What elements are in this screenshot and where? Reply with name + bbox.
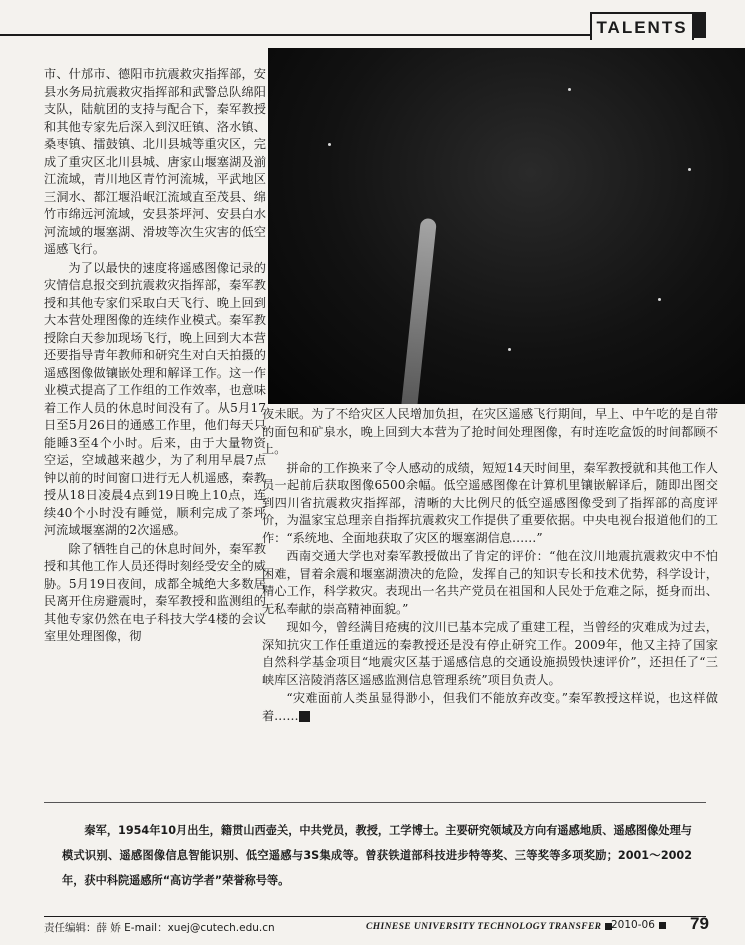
paragraph: 夜未眠。为了不给灾区人民增加负担，在灾区遥感飞行期间，早上、中午吃的是自带的面包和矿泉水，晚上回到大本营为了抢时间处理图像，有时连吃盒饭的时间都顾不上。 bbox=[262, 407, 718, 456]
footer-rule bbox=[44, 916, 706, 917]
section-label: TALENTS bbox=[590, 12, 694, 40]
bio-text: 秦军，1954年10月出生，籍贯山西壶关，中共党员，教授，工学博士。主要研究领域及方向有遥感地质、遥感图像处理与模式识别、遥感图像信息智能识别、低空遥感与3S集成等。曾获铁道部科技进步特等奖、三等奖等多项奖励；2001～2002年，获中科院遥感所“高访学者”荣誉称号等。 bbox=[62, 824, 692, 887]
photo-light-streak bbox=[399, 218, 437, 404]
editor-credit: 责任编辑：薛 娇 E-mail：xuej@cutech.edu.cn bbox=[44, 922, 275, 934]
bio-divider bbox=[44, 802, 706, 803]
paragraph: 西南交通大学也对秦军教授做出了肯定的评价：“他在汶川地震抗震救灾中不怕困难，冒着余震和堰塞湖溃决的危险，发挥自己的知识专长和技术优势，科学设计，精心工作，科学救灾。表现出一名共产党员在祖国和人民处于危难之际，挺身而出、无私奉献的崇高精神面貌。” bbox=[262, 549, 718, 616]
paragraph: 除了牺牲自己的休息时间外，秦军教授和其他工作人员还得时刻经受安全的威胁。5月19日夜间，成都全城绝大多数居民离开住房避震时，秦军教授和监测组的其他专家仍然在电子科技大学4楼的会议室里处理图像，彻 bbox=[44, 541, 266, 643]
issue-date bbox=[611, 919, 670, 931]
journal-title: CHINESE UNIVERSITY TECHNOLOGY TRANSFER bbox=[366, 922, 602, 932]
section-label-bar bbox=[694, 12, 706, 38]
right-column bbox=[262, 406, 718, 725]
paragraph: 拼命的工作换来了令人感动的成绩，短短14天时间里，秦军教授就和其他工作人员一起前后获取图像6500余幅。低空遥感图像在计算机里镶嵌解译后，随即出图交到四川省抗震救灾指挥部，清晰的大比例尺的低空遥感图像受到了指挥部的高度评价，为温家宝总理亲自指挥抗震救灾工作提供了重要依据。中央电视台报道他们的工作：“系统地、全面地获取了灾区的堰塞湖信息……” bbox=[262, 460, 718, 545]
journal-name bbox=[366, 922, 616, 932]
end-of-article-icon: 全 bbox=[299, 711, 310, 722]
issue-text: 2010-06 bbox=[611, 919, 655, 931]
paragraph: 为了以最快的速度将遥感图像记录的灾情信息报交到抗震救灾指挥部，秦军教授和其他专家们采取白天飞行、晚上回到大本营处理图像的连续作业模式。秦军教授除白天参加现场飞行，晚上回到大本营还要指导青年教师和研究生对白天拍摄的遥感图像做镶嵌处理和解译工作。这一作业模式提高了工作组的工作效率，也意味着工作人员的休息时间没有了。从5月17日至5月26日的通感工作里，他们每天只能睡3至4个小时。后来，由于大量物资空运，空域越来越少，为了利用早晨7点钟以前的时间窗口进行无人机遥感，秦教授从18日凌晨4点到19日晚上10点，连续40个小时没有睡觉，顺利完成了茶坪河流域堰塞湖的2次遥感。 bbox=[44, 260, 266, 537]
paragraph: 现如今，曾经满目疮痍的汶川已基本完成了重建工程，当曾经的灾难成为过去，深知抗灾工作任重道远的秦教授还是没有停止研究工作。2009年，他又主持了国家自然科学基金项目“地震灾区基于遥感信息的交通设施损毁快速评价”，还担任了“三峡库区涪陵消落区遥感监测信息管理系统”项目负责人。 bbox=[262, 620, 718, 687]
header-rule bbox=[0, 34, 590, 36]
closing-text: “灾难面前人类虽显得渺小，但我们不能放弃改变。”秦军教授这样说，也这样做着…… bbox=[262, 691, 718, 723]
page-number: 79 bbox=[690, 914, 709, 933]
paragraph-final bbox=[262, 690, 718, 725]
author-bio bbox=[62, 818, 692, 893]
paragraph: 市、什邡市、德阳市抗震救灾指挥部，安县水务局抗震救灾指挥部和武警总队绵阳支队，陆航团的支持与配合下，秦军教授和其他专家先后深入到汉旺镇、洛水镇、桑枣镇、擂鼓镇、北川县城等重灾区，完成了重灾区北川县城、唐家山堰塞湖及湔江流域，青川地区青竹河流城，平武地区三洞水、都江堰沿岷江流域直至茂县、绵竹市绵远河流域，安县茶坪河、安县白水河流域的堰塞湖、滑坡等次生灾害的低空遥感飞行。 bbox=[44, 67, 266, 256]
left-column bbox=[44, 66, 266, 646]
square-bullet-icon bbox=[659, 922, 666, 929]
article-photo bbox=[268, 48, 745, 404]
